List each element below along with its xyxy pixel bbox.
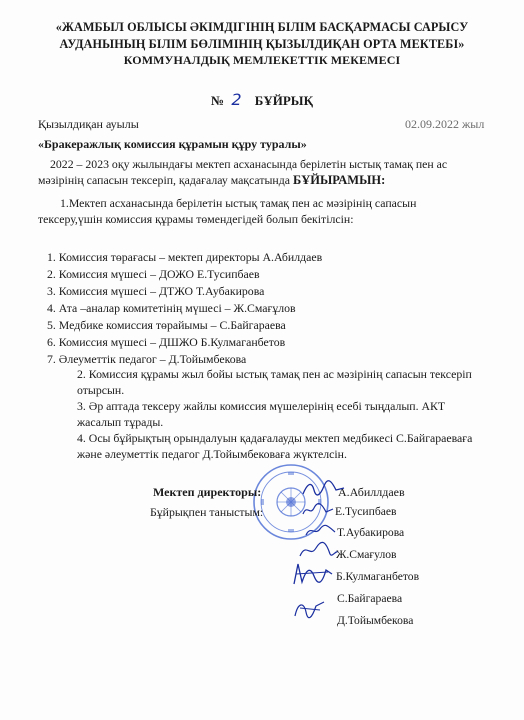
- point-2-line-2: отырсын.: [77, 383, 125, 397]
- point-2-line-1: 2. Комиссия құрамы жыл бойы ыстық тамақ пен ас мәзірінің сапасын тексеріп: [77, 367, 472, 381]
- name-aubakirova: Т.Аубакирова: [337, 526, 405, 539]
- list-item: 1. Комиссия төрағасы – мектеп директоры А.Абилдаев: [47, 250, 323, 264]
- order-subject: «Бракеражлық комиссия құрамын құру туралы»: [38, 137, 307, 151]
- list-item: 5. Медбике комиссия төрайымы – С.Байгараева: [47, 318, 286, 332]
- signature-baigaraeva-icon: [290, 596, 330, 622]
- signature-aubakirova-icon: [302, 522, 338, 540]
- order-date: 02.09.2022 жыл: [405, 117, 485, 131]
- point-4-line-1: 4. Осы бұйрықтың орындалуын қадағалауды мектеп медбикесі С.Байгараеваға: [77, 431, 473, 445]
- intro-line-2: [38, 173, 385, 188]
- intro-line-2-text: мәзірінің сапасын тексеріп, қадағалау мақсатында: [38, 173, 293, 187]
- intro-line-2-bold: БҰЙЫРАМЫН:: [292, 173, 386, 187]
- name-tusipbaev: Е.Тусипбаев: [335, 505, 397, 518]
- list-item: 2. Комиссия мүшесі – ДОЖО Е.Тусипбаев: [47, 267, 260, 281]
- signature-tusipbaev-icon: [300, 500, 336, 520]
- header-line-2: АУДАНЫНЫҢ БІЛІМ БӨЛІМІНІҢ ҚЫЗЫЛДИҚАН ОРТА МЕКТЕБІ»: [59, 37, 465, 51]
- acquainted-label: Бұйрықпен таныстым:: [150, 505, 264, 519]
- director-name: А.Абиллдаев: [338, 485, 405, 499]
- order-number: 2: [231, 90, 242, 109]
- order-title: БҰЙРЫҚ: [254, 93, 313, 108]
- name-toiymbekova: Д.Тойымбекова: [337, 614, 414, 627]
- list-item: 6. Комиссия мүшесі – ДШЖО Б.Кулмаганбетов: [47, 335, 286, 349]
- list-item: 4. Ата –аналар комитетінің мүшесі – Ж.Смағұлов: [47, 301, 296, 315]
- signature-smagulov-icon: [296, 540, 340, 562]
- point-3-line-1: 3. Әр аптада тексеру жайлы комиссия мүшелерінің есебі тыңдалып. АКТ: [77, 399, 446, 413]
- list-item: 7. Әлеуметтік педагог – Д.Тойымбекова: [47, 352, 247, 366]
- point-4-line-2: және әлеуметтік педагог Д.Тойымбековаға жүктелсін.: [77, 447, 347, 461]
- intro-line-1: 2022 – 2023 оқу жылындағы мектеп асханасында берілетін ыстық тамақ пен ас: [50, 157, 448, 171]
- point-1-line-1: 1.Мектеп асханасында берілетін ыстық тамақ пен ас мәзірінің сапасын: [60, 196, 417, 210]
- director-label: Мектеп директоры:: [153, 485, 262, 499]
- director-signature-icon: [300, 478, 348, 500]
- order-number-prefix: №: [211, 93, 225, 108]
- order-title-row: [0, 90, 524, 109]
- name-smagulov: Ж.Смағулов: [336, 548, 397, 561]
- header-line-3: КОММУНАЛДЫҚ МЕМЛЕКЕТТІК МЕКЕМЕСІ: [123, 53, 401, 67]
- point-3-line-2: жасалып тұрады.: [77, 415, 164, 429]
- header-line-1: «ЖАМБЫЛ ОБЛЫСЫ ӘКІМДІГІНІҢ БІЛІМ БАСҚАРМАСЫ САРЫСУ: [55, 20, 469, 34]
- signature-kulmaganbetov-icon: [288, 560, 336, 590]
- name-baigaraeva: С.Байгараева: [337, 592, 403, 605]
- list-item: 3. Комиссия мүшесі – ДТЖО Т.Аубакирова: [47, 284, 265, 298]
- name-kulmaganbetov: Б.Кулмаганбетов: [336, 570, 420, 583]
- point-1-line-2: тексеру,үшін комиссия құрамы төмендегідей болып бекітілсін:: [38, 212, 354, 226]
- order-place: Қызылдиқан ауылы: [38, 117, 139, 131]
